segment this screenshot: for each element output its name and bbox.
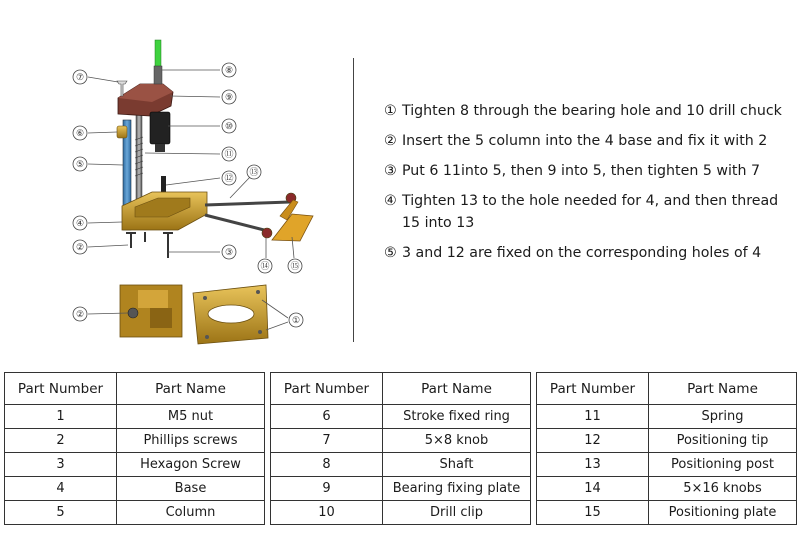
- callout-7-label: ⑦: [75, 72, 85, 82]
- table-header-row: [271, 373, 531, 405]
- part-number-cell: 10: [271, 501, 383, 525]
- step-4-number: ④: [384, 193, 397, 209]
- stroke-ring-part: [117, 126, 127, 138]
- part-number-cell: 6: [271, 405, 383, 429]
- part-name-cell: Phillips screws: [117, 429, 265, 453]
- part-name-cell: Bearing fixing plate: [383, 477, 531, 501]
- part-name-cell: 5×16 knobs: [649, 477, 797, 501]
- part-name-cell: Base: [117, 477, 265, 501]
- callout-11-label: ⑪: [224, 149, 234, 159]
- step-1-text: Tighten 8 through the bearing hole and 10 drill chuck: [402, 103, 782, 119]
- header-part-number: Part Number: [271, 373, 383, 405]
- positioning-plate-part: [272, 214, 313, 241]
- part-name-cell: Drill clip: [383, 501, 531, 525]
- detail-screw-view: [120, 285, 182, 337]
- shaft-part: [155, 40, 161, 68]
- table-row: [5, 477, 265, 501]
- callout-10-label: ⑩: [224, 121, 234, 131]
- table-row: [271, 501, 531, 525]
- part-name-cell: Spring: [649, 405, 797, 429]
- header-part-name: Part Name: [117, 373, 265, 405]
- callout-1-label: ①: [291, 315, 301, 325]
- part-number-cell: 8: [271, 453, 383, 477]
- table-row: [271, 429, 531, 453]
- table-row: [5, 453, 265, 477]
- step-1-number: ①: [384, 103, 397, 119]
- step-4-text: Tighten 13 to the hole needed for 4, and then thread 15 into 13: [402, 193, 779, 231]
- table-row: [537, 477, 797, 501]
- step-3-number: ③: [384, 163, 397, 179]
- callout-3-label: ③: [224, 247, 234, 257]
- callout-2-label: ②: [75, 242, 85, 252]
- part-name-cell: Column: [117, 501, 265, 525]
- part-number-cell: 2: [5, 429, 117, 453]
- callout-14-label: ⑭: [260, 261, 270, 271]
- callout-4-label: ④: [75, 218, 85, 228]
- part-number-cell: 3: [5, 453, 117, 477]
- part-number-cell: 9: [271, 477, 383, 501]
- part-number-cell: 12: [537, 429, 649, 453]
- table-row: [537, 405, 797, 429]
- callout-13-label: ⑬: [249, 167, 259, 177]
- table-header-row: [537, 373, 797, 405]
- part-name-cell: Positioning tip: [649, 429, 797, 453]
- vertical-divider: [353, 58, 354, 342]
- callout-5-label: ⑤: [75, 159, 85, 169]
- part-number-cell: 13: [537, 453, 649, 477]
- callout-8-label: ⑧: [224, 65, 234, 75]
- step-2-text: Insert the 5 column into the 4 base and fix it with 2: [402, 133, 768, 149]
- part-number-cell: 15: [537, 501, 649, 525]
- header-part-number: Part Number: [5, 373, 117, 405]
- table-header-row: [5, 373, 265, 405]
- table-row: [5, 429, 265, 453]
- step-5-number: ⑤: [384, 245, 397, 261]
- part-number-cell: 7: [271, 429, 383, 453]
- callout-6-label: ⑥: [75, 128, 85, 138]
- parts-table-1: [4, 372, 265, 525]
- part-name-cell: Positioning post: [649, 453, 797, 477]
- callout-9-label: ⑨: [224, 92, 234, 102]
- step-2: [384, 130, 784, 152]
- assembly-steps: [384, 100, 784, 272]
- header-part-number: Part Number: [537, 373, 649, 405]
- table-row: [271, 477, 531, 501]
- part-number-cell: 5: [5, 501, 117, 525]
- table-row: [537, 453, 797, 477]
- parts-table-3: [536, 372, 797, 525]
- part-name-cell: Stroke fixed ring: [383, 405, 531, 429]
- assembly-drawing: [117, 40, 313, 258]
- step-5: [384, 242, 784, 264]
- table-row: [537, 501, 797, 525]
- part-number-cell: 1: [5, 405, 117, 429]
- step-3-text: Put 6 11into 5, then 9 into 5, then tighten 5 with 7: [402, 163, 760, 179]
- part-number-cell: 14: [537, 477, 649, 501]
- header-part-name: Part Name: [649, 373, 797, 405]
- callout-15-label: ⑮: [290, 261, 300, 271]
- step-2-number: ②: [384, 133, 397, 149]
- part-number-cell: 11: [537, 405, 649, 429]
- callout-2b-label: ②: [75, 309, 85, 319]
- table-row: [271, 453, 531, 477]
- drill-chuck-part: [150, 112, 170, 144]
- part-name-cell: Shaft: [383, 453, 531, 477]
- header-part-name: Part Name: [383, 373, 531, 405]
- step-5-text: 3 and 12 are fixed on the corresponding holes of 4: [402, 245, 762, 261]
- part-name-cell: Hexagon Screw: [117, 453, 265, 477]
- table-row: [271, 405, 531, 429]
- part-name-cell: Positioning plate: [649, 501, 797, 525]
- table-row: [5, 405, 265, 429]
- table-row: [537, 429, 797, 453]
- positioning-post-part: [205, 202, 290, 205]
- step-3: [384, 160, 784, 182]
- part-name-cell: M5 nut: [117, 405, 265, 429]
- callout-12-label: ⑫: [224, 173, 234, 183]
- table-row: [5, 501, 265, 525]
- detail-base-plate: [193, 285, 268, 344]
- parts-table-2: [270, 372, 531, 525]
- part-name-cell: 5×8 knob: [383, 429, 531, 453]
- part-number-cell: 4: [5, 477, 117, 501]
- step-4: [384, 190, 784, 234]
- step-1: [384, 100, 784, 122]
